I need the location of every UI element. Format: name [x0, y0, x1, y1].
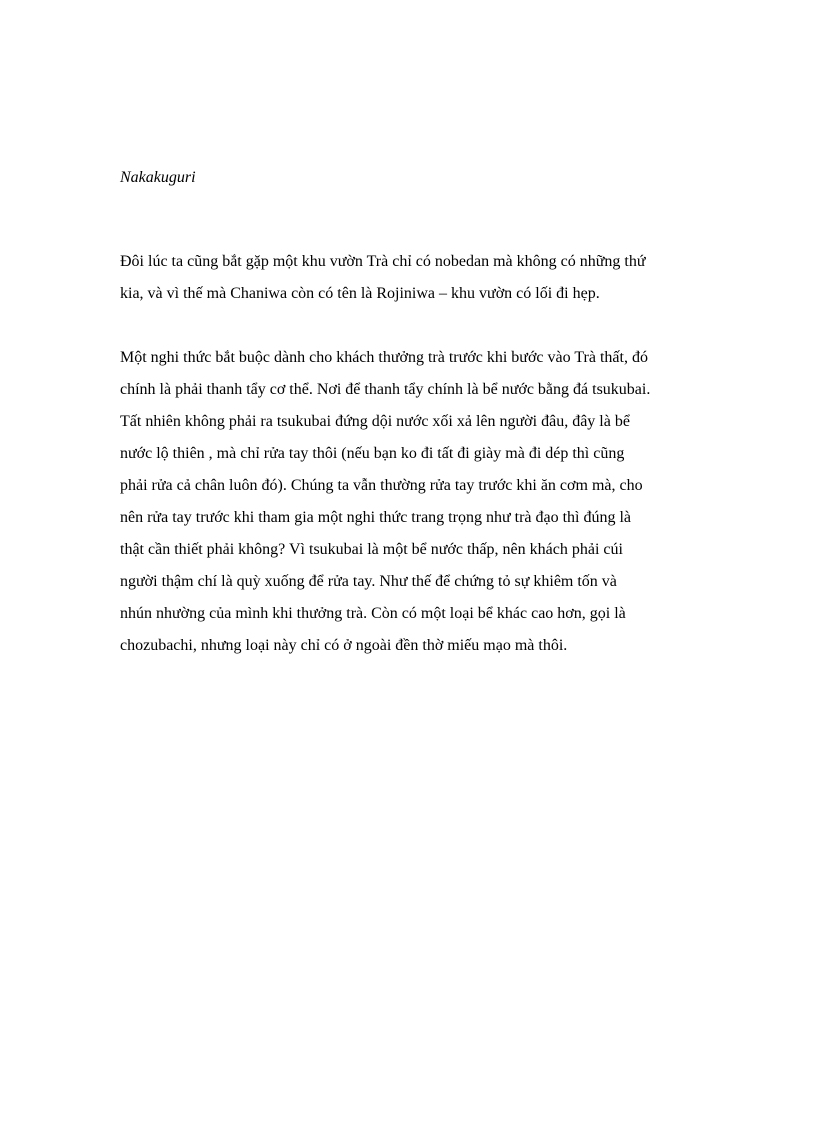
- text-line: phải rửa cả chân luôn đó). Chúng ta vẫn thường rửa tay trước khi ăn cơm mà, cho: [120, 477, 643, 494]
- text-line: nước lộ thiên , mà chỉ rửa tay thôi (nếu bạn ko đi tất đi giày mà đi dép thì cũng: [120, 445, 625, 462]
- image-caption: Nakakuguri: [120, 169, 196, 186]
- paragraph-rojiniwa: [120, 246, 710, 310]
- text-line: Tất nhiên không phải ra tsukubai đứng dội nước xối xả lên người đâu, đây là bể: [120, 413, 630, 430]
- text-line: chính là phải thanh tẩy cơ thể. Nơi để thanh tẩy chính là bể nước bằng đá tsukubai.: [120, 381, 651, 398]
- document-body: [120, 166, 710, 662]
- text-line: kia, và vì thế mà Chaniwa còn có tên là Rojiniwa – khu vườn có lối đi hẹp.: [120, 285, 600, 302]
- text-line: người thậm chí là quỳ xuống để rửa tay. Như thế để chứng tỏ sự khiêm tốn và: [120, 573, 617, 590]
- paragraph-tsukubai: [120, 342, 710, 662]
- text-line: thật cần thiết phải không? Vì tsukubai là một bể nước thấp, nên khách phải cúi: [120, 541, 623, 558]
- text-line: Đôi lúc ta cũng bắt gặp một khu vườn Trà chỉ có nobedan mà không có những thứ: [120, 253, 646, 270]
- text-line: chozubachi, nhưng loại này chỉ có ở ngoài đền thờ miếu mạo mà thôi.: [120, 637, 568, 654]
- text-line: Một nghi thức bắt buộc dành cho khách thưởng trà trước khi bước vào Trà thất, đó: [120, 349, 648, 366]
- text-line: nên rửa tay trước khi tham gia một nghi thức trang trọng như trà đạo thì đúng là: [120, 509, 632, 526]
- text-line: nhún nhường của mình khi thưởng trà. Còn có một loại bể khác cao hơn, gọi là: [120, 605, 626, 622]
